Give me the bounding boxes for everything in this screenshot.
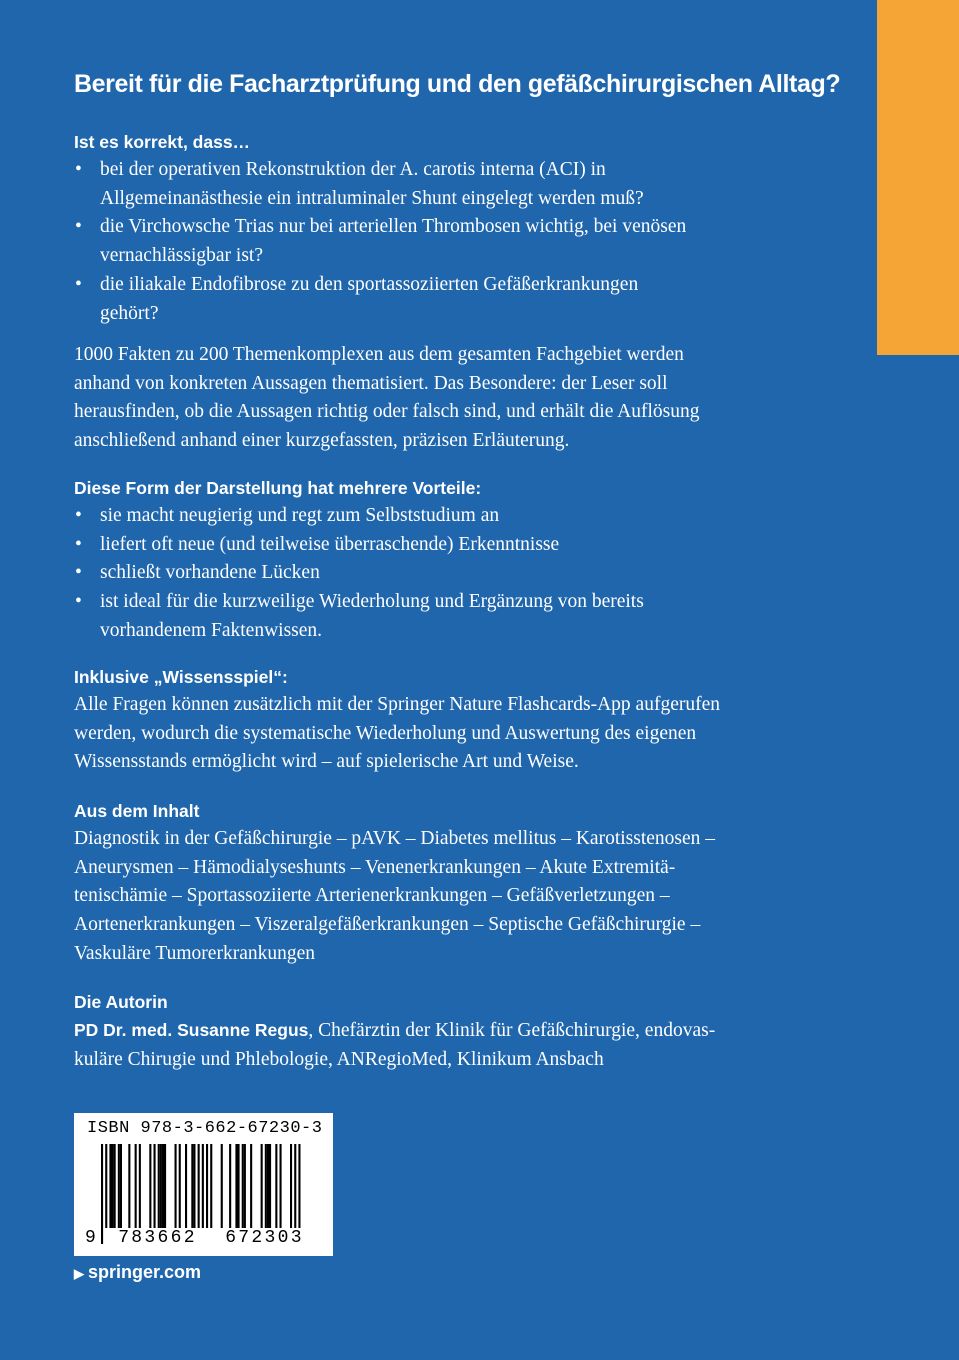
barcode-bar: [179, 1144, 181, 1232]
author-text: PD Dr. med. Susanne Regus, Chefärztin der Klinik für Gefäßchirurgie, endovas- kuläre Chirugie und Phlebologie, ANRegioMed, Klinikum Ansbach: [74, 1020, 716, 1070]
barcode-bar: [114, 1144, 116, 1232]
author-name: PD Dr. med. Susanne Regus: [74, 1020, 309, 1040]
barcode-bar: [118, 1144, 120, 1232]
contents-heading: Aus dem Inhalt: [74, 801, 200, 821]
list-item: • bei der operativen Rekonstruktion der A. carotis interna (ACI) in Allgemeinanästhesie ein intraluminaler Shunt eingelegt werden muß?: [74, 156, 794, 213]
bullet: •: [75, 216, 82, 238]
advantages-section: [74, 474, 794, 646]
barcode-bar: [120, 1144, 122, 1232]
barcode-bar: [269, 1144, 271, 1232]
isbn-label: ISBN 978-3-662-67230-3: [87, 1119, 323, 1138]
bullet: •: [75, 591, 82, 613]
isbn-barcode-box: [74, 1113, 333, 1256]
contents-text: Diagnostik in der Gefäßchirurgie – pAVK – Diabetes mellitus – Karotisstenosen – Aneurysmen – Hämodialyseshunts – Venenerkrankungen – Akute Extremitä- tenischämie – Sportassoziierte Arterienerkrankungen – Gefäßverletzungen – Aortenerkrankungen – Viszeralgefäßerkrankungen – Septische Gefäßchirurgie – Vaskuläre Tumorerkrankungen: [74, 828, 716, 964]
questions-section: [74, 128, 794, 328]
barcode-bar: [112, 1144, 114, 1232]
barcode-bar: [235, 1144, 237, 1232]
barcode-digits: 9 783662 672303: [85, 1228, 325, 1248]
barcode-bar: [149, 1144, 151, 1232]
orange-accent-bar: [877, 0, 959, 355]
barcode-bar: [160, 1144, 162, 1232]
advantages-heading: Diese Form der Darstellung hat mehrere Vorteile:: [74, 478, 482, 498]
list-item: • die iliakale Endofibrose zu den sportassoziierten Gefäßerkrankungen gehört?: [74, 271, 794, 328]
barcode-bar: [128, 1144, 130, 1232]
barcode-bar: [229, 1144, 231, 1232]
list-item: • liefert oft neue (und teilweise überraschende) Erkenntnisse: [74, 531, 794, 560]
barcode-bar: [154, 1144, 156, 1232]
barcode-bar: [290, 1144, 292, 1232]
barcode-bar: [109, 1144, 111, 1232]
barcode-bar: [164, 1144, 166, 1232]
barcode-bar: [265, 1144, 267, 1232]
list-item: • ist ideal für die kurzweilige Wiederholung und Ergänzung von bereits vorhandenem Faktenwissen.: [74, 588, 794, 645]
list-item: • schließt vorhandene Lücken: [74, 559, 794, 588]
headline: Bereit für die Facharztprüfung und den gefäßchirurgischen Alltag?: [74, 70, 841, 98]
intro-paragraph: 1000 Fakten zu 200 Themenkomplexen aus dem gesamten Fachgebiet werden anhand von konkreten Aussagen thematisiert. Das Besondere: der Leser soll herausfinden, ob die Aussagen richtig oder falsch sind, und erhält die Auflösung anschließend anhand einer kurzgefassten, präzisen Erläuterung.: [74, 344, 700, 452]
barcode-bar: [193, 1144, 195, 1232]
barcode-bar: [158, 1144, 160, 1232]
advantages-list: [74, 502, 794, 646]
barcode-bar: [250, 1144, 252, 1232]
barcode-bar: [238, 1144, 240, 1232]
bullet: •: [75, 533, 82, 555]
barcode-bar: [139, 1144, 141, 1232]
barcode-bar: [135, 1144, 137, 1232]
barcode-bar: [162, 1144, 164, 1232]
barcode-bar: [175, 1144, 177, 1232]
bullet: •: [75, 505, 82, 526]
author-heading: Die Autorin: [74, 992, 168, 1012]
barcode-bar: [261, 1144, 263, 1232]
barcode-bar: [244, 1144, 246, 1232]
contents-section: [74, 797, 794, 969]
website-link[interactable]: [74, 1262, 201, 1283]
bullet: •: [75, 159, 82, 180]
barcode-bar: [221, 1144, 223, 1232]
barcode-bar: [191, 1144, 193, 1232]
author-section: [74, 988, 794, 1074]
barcode-bar: [280, 1144, 282, 1232]
website-text: springer.com: [88, 1262, 202, 1282]
barcode-bar: [275, 1144, 277, 1232]
game-text: Alle Fragen können zusätzlich mit der Springer Nature Flashcards-App aufgerufen werden, wodurch die systematische Wiederholung und Auswertung des eigenen Wissensstands ermöglicht wird – auf spielerische Art und Weise.: [74, 694, 720, 773]
barcode-bar: [206, 1144, 208, 1232]
list-item: • sie macht neugierig und regt zum Selbststudium an: [74, 502, 794, 531]
list-item: • die Virchowsche Trias nur bei arteriellen Thrombosen wichtig, bei venösen vernachlässigbar ist?: [74, 213, 794, 270]
game-section: [74, 663, 794, 777]
bullet: •: [75, 273, 82, 295]
barcode-bar: [210, 1144, 212, 1232]
arrow-icon: ▶: [74, 1266, 84, 1281]
bullet: •: [75, 562, 82, 584]
questions-list: [74, 156, 794, 328]
barcode-bar: [185, 1144, 187, 1232]
barcode-bar: [242, 1144, 244, 1232]
game-heading: Inklusive „Wissensspiel“:: [74, 667, 288, 687]
questions-heading: Ist es korrekt, dass…: [74, 132, 251, 152]
barcode-bar: [267, 1144, 269, 1232]
